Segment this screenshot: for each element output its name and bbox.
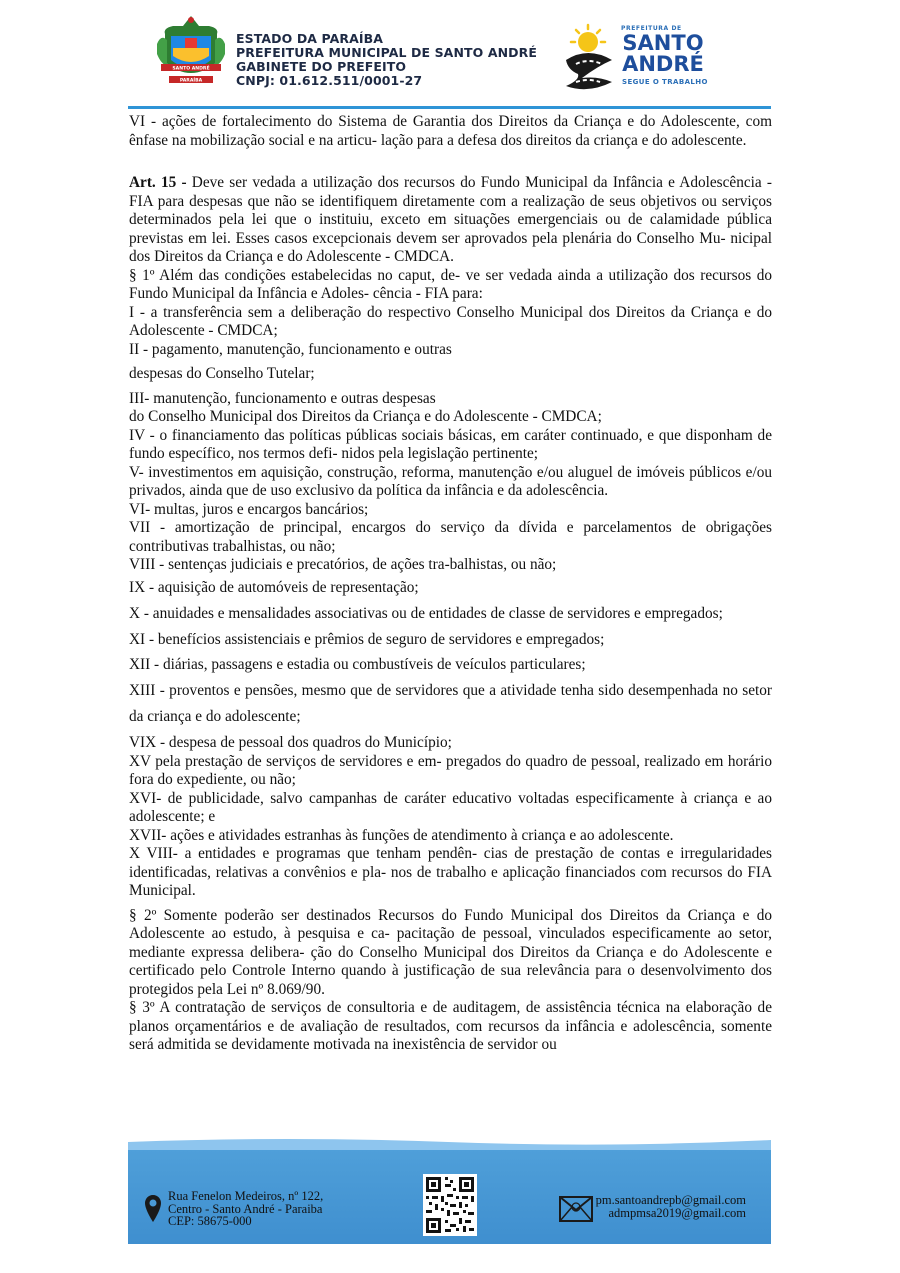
address-zip: CEP: 58675-000	[168, 1214, 252, 1228]
paragraph-2: § 2º Somente poderão ser destinados Recursos do Fundo Municipal dos Direitos da Criança e do Adolescente ao estudo, à pesquisa e ca- pacitação de pessoal, vinculados especificamente ao setor, mediante expressa delibera- ção do Conselho Municipal dos Direitos da Criança e do Adolescente e certificado pelo Controle Interno quando à justificação de sua relevância para o desenvolvimento dos protegidos pela Lei nº 8.069/90.	[129, 906, 772, 998]
list-item-i: I - a transferência sem a deliberação do respectivo Conselho Municipal dos Direitos da Criança e do Adolescente - CMDCA;	[129, 303, 772, 339]
brand-slogan: SEGUE O TRABALHO	[622, 78, 708, 86]
list-item-ii-continued: despesas do Conselho Tutelar;	[129, 365, 315, 382]
list-item-vi: VI- multas, juros e encargos bancários;	[129, 500, 369, 518]
list-item-xv: XV pela prestação de serviços de servidores e em- pregados do quadro de pessoal, realizado em horário fora do expediente, ou não;	[129, 752, 772, 788]
list-item-xvii: XVII- ações e atividades estranhas às funções de atendimento à criança e ao adolescente.	[129, 826, 674, 844]
brand-name	[618, 33, 708, 75]
list-item-viii: VIII - sentenças judiciais e precatórios, de ações tra-balhistas, ou não;	[129, 556, 557, 573]
article-15-text: Deve ser vedada a utilização dos recursos do Fundo Municipal da Infância e Adolescência - FIA para despesas que não se identifiquem diretamente com a realização de seus objetivos ou serviços determinados pela lei que o instituiu, exceto em situações emergenciais ou de calamidade pública previstas em lei. Esses casos excepcionais devem ser aprovados pela plenária do Conselho Mu- nicipal dos Direitos da Criança e do Adolescente - CMDCA.	[129, 174, 773, 265]
header-prefecture: PREFEITURA MUNICIPAL DE SANTO ANDRÉ	[236, 45, 537, 60]
article-15-label: Art. 15 -	[129, 174, 187, 191]
list-item-x: X - anuidades e mensalidades associativas ou de entidades de classe de servidores e empregados;	[129, 605, 723, 622]
paragraph-3: § 3º A contratação de serviços de consultoria e de auditagem, de assistência técnica na elaboração de planos orçamentários e de avaliação de resultados, com recursos da infância e adolescência, somente será admitida se devidamente motivada na inexistência de servidor ou	[129, 999, 772, 1053]
list-item-v: V- investimentos em aquisição, construção, reforma, manutenção e/ou aluguel de imóveis públicos e/ou privados, ainda que de uso exclusivo da política da infância e da adolescência.	[129, 463, 772, 499]
list-item-xviii: X VIII- a entidades e programas que tenham pendên- cias de prestação de contas e irregularidades identificadas, relativas a convênios e pla- nos de trabalho e aplicação financiados com recursos do FIA Municipal.	[129, 845, 772, 899]
header-office: GABINETE DO PREFEITO	[236, 59, 407, 74]
header-institution-block	[236, 32, 537, 88]
email-primary: pm.santoandrepb@gmail.com	[595, 1193, 746, 1207]
list-item-xii: XII - diárias, passagens e estadia ou combustíveis de veículos particulares;	[129, 655, 586, 673]
header-state: ESTADO DA PARAÍBA	[236, 31, 384, 46]
seal-bottom-text: PARAÍBA	[179, 78, 203, 84]
document-body	[129, 113, 772, 1055]
header-divider	[128, 106, 771, 109]
location-pin-icon	[144, 1194, 162, 1224]
email-secondary: admpmsa2019@gmail.com	[608, 1206, 746, 1220]
footer-wave-decoration	[128, 1136, 771, 1150]
list-item-xi: XI - benefícios assistenciais e prêmios de seguro de servidores e empregados;	[129, 631, 605, 648]
list-item-ix: IX - aquisição de automóveis de representação;	[129, 578, 419, 596]
brand-prefix-text: PREFEITURA DE	[621, 25, 682, 32]
footer-emails	[594, 1194, 746, 1220]
address-city: Centro - Santo André - Paraiba	[168, 1201, 323, 1216]
page-footer	[128, 1150, 771, 1244]
list-item-iii: III- manutenção, funcionamento e outras despesas	[129, 389, 436, 407]
page-header	[0, 0, 900, 112]
list-item-ii: II - pagamento, manutenção, funcionamento e outras	[129, 340, 452, 358]
brand-name-line1: SANTO	[622, 31, 704, 55]
header-cnpj: CNPJ: 01.612.511/0001-27	[236, 73, 423, 88]
list-item-xiii: XIII - proventos e pensões, mesmo que de servidores que a atividade tenha sido desempenhada no setor da criança e do adolescente;	[129, 682, 772, 725]
article-15-paragraph	[129, 174, 772, 267]
paragraph-1: § 1º Além das condições estabelecidas no caput, de- ve ser vedada ainda a utilização dos recursos do Fundo Municipal da Infância e Adoles- cência - FIA para:	[129, 266, 772, 302]
footer-address	[168, 1190, 323, 1228]
item-vi-paragraph: VI - ações de fortalecimento do Sistema de Garantia dos Direitos da Criança e do Adolescente, com ênfase na mobilização social e na articu- lação para a defesa dos direitos da criança e do adolescente.	[129, 113, 772, 149]
email-envelope-icon	[559, 1196, 593, 1222]
list-item-vii: VII - amortização de principal, encargos do serviço da dívida e parcelamentos de obrigações contributivas trabalhistas, ou não;	[129, 519, 772, 555]
address-street: Rua Fenelon Medeiros, nº 122,	[168, 1189, 324, 1203]
list-item-xvi: XVI- de publicidade, salvo campanhas de caráter educativo voltadas especificamente à criança e ao adolescente; e	[129, 789, 772, 825]
brand-name-line2: ANDRÉ	[622, 52, 704, 76]
municipal-coat-of-arms-icon	[155, 14, 227, 90]
qr-code-icon	[423, 1174, 477, 1236]
list-item-iv: IV - o financiamento das políticas públicas sociais básicas, em caráter continuado, e que disponham de fundo específico, nos termos defi- nidos pela legislação pertinente;	[129, 426, 772, 462]
list-item-vix: VIX - despesa de pessoal dos quadros do Município;	[129, 734, 452, 751]
seal-top-text: SANTO ANDRÉ	[172, 66, 210, 72]
list-item-iii-continued: do Conselho Municipal dos Direitos da Criança e do Adolescente - CMDCA;	[129, 408, 602, 425]
